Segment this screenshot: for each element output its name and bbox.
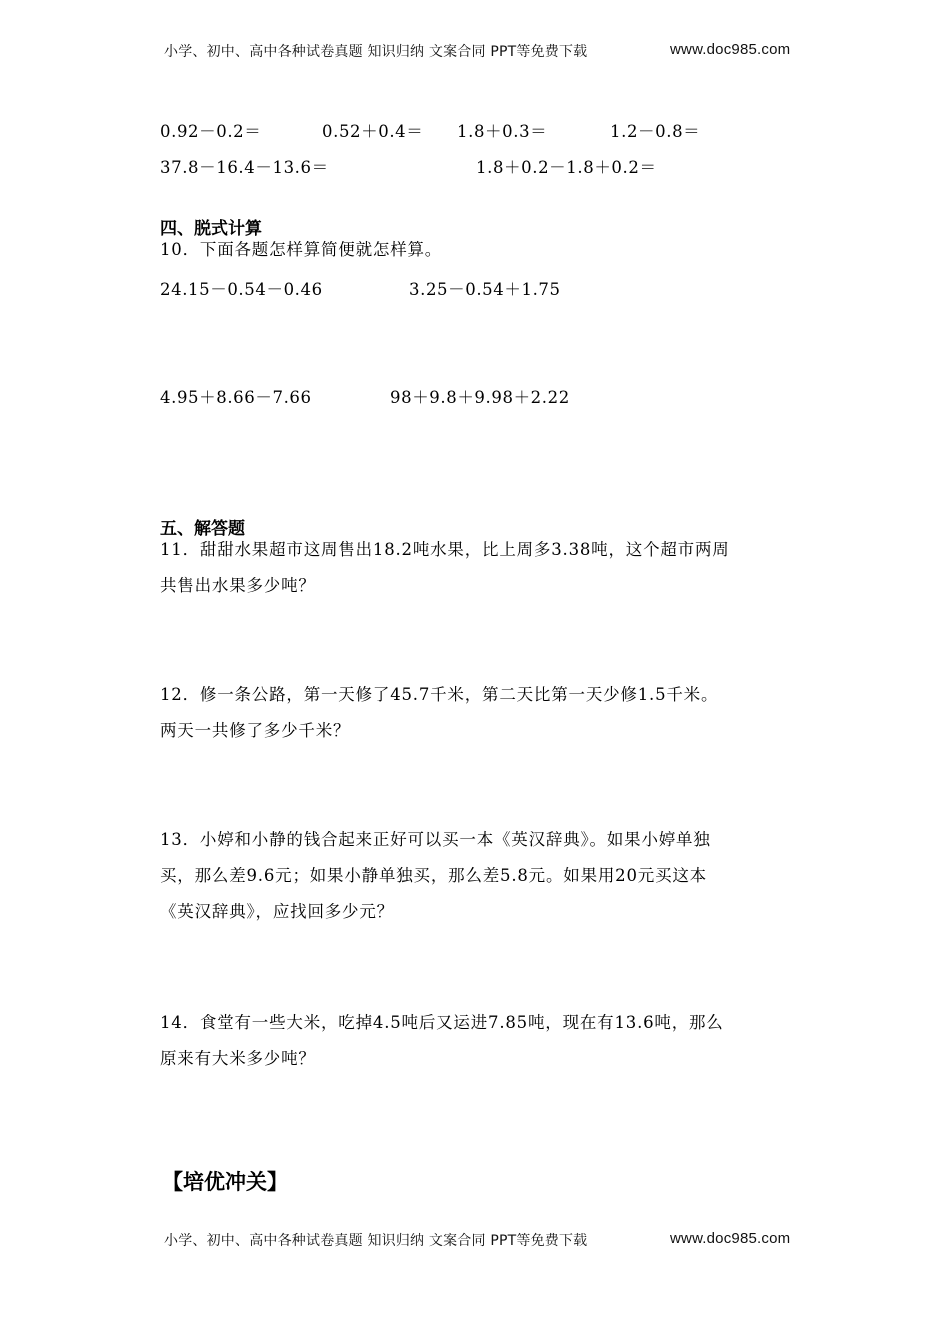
section-title: 四、脱式计算 [160,219,262,239]
question-14 [160,1005,800,1077]
question-12 [160,677,800,749]
question-line: 14．食堂有一些大米，吃掉4.5吨后又运进7.85吨，现在有13.6吨，那么 [160,1013,724,1032]
section-title: 五、解答题 [160,519,245,539]
question-11 [160,532,800,604]
calc-item: 1.2－0.8＝ [610,122,701,141]
advanced-section-title: 【培优冲关】 [162,1170,288,1194]
calc-item: 37.8－16.4－13.6＝ [160,158,329,177]
question-line: 买，那么差9.6元；如果小静单独买，那么差5.8元。如果用20元买这本 [160,866,707,885]
calc-item: 1.8＋0.3＝ [457,122,548,141]
calc-item: 0.92－0.2＝ [160,122,262,141]
question-line: 11．甜甜水果超市这周售出18.2吨水果，比上周多3.38吨，这个超市两周 [160,540,730,559]
question-line: 10．下面各题怎样算简便就怎样算。 [160,240,443,259]
question-line: 《英汉辞典》，应找回多少元？ [160,902,394,921]
calc-item: 98＋9.8＋9.98＋2.22 [390,388,570,407]
calc-item: 4.95＋8.66－7.66 [160,388,312,407]
question-line: 两天一共修了多少千米？ [160,721,351,740]
question-line: 13．小婷和小静的钱合起来正好可以买一本《英汉辞典》。如果小婷单独 [160,830,711,849]
calc-item: 0.52＋0.4＝ [322,122,424,141]
page-footer-text: 小学、初中、高中各种试卷真题 知识归纳 文案合同 PPT等免费下载 [164,1233,588,1249]
question-line: 原来有大米多少吨？ [160,1049,316,1068]
calc-item: 3.25－0.54＋1.75 [409,280,561,299]
question-line: 共售出水果多少吨？ [160,576,316,595]
question-10 [160,232,800,268]
page-header-text: 小学、初中、高中各种试卷真题 知识归纳 文案合同 PPT等免费下载 [164,44,588,60]
page-footer-url[interactable]: www.doc985.com [670,1230,791,1247]
page-header-url[interactable]: www.doc985.com [670,41,791,58]
calc-item: 24.15－0.54－0.46 [160,280,323,299]
question-13 [160,822,800,930]
calc-item: 1.8＋0.2－1.8＋0.2＝ [476,158,657,177]
question-line: 12．修一条公路，第一天修了45.7千米，第二天比第一天少修1.5千米。 [160,685,719,704]
